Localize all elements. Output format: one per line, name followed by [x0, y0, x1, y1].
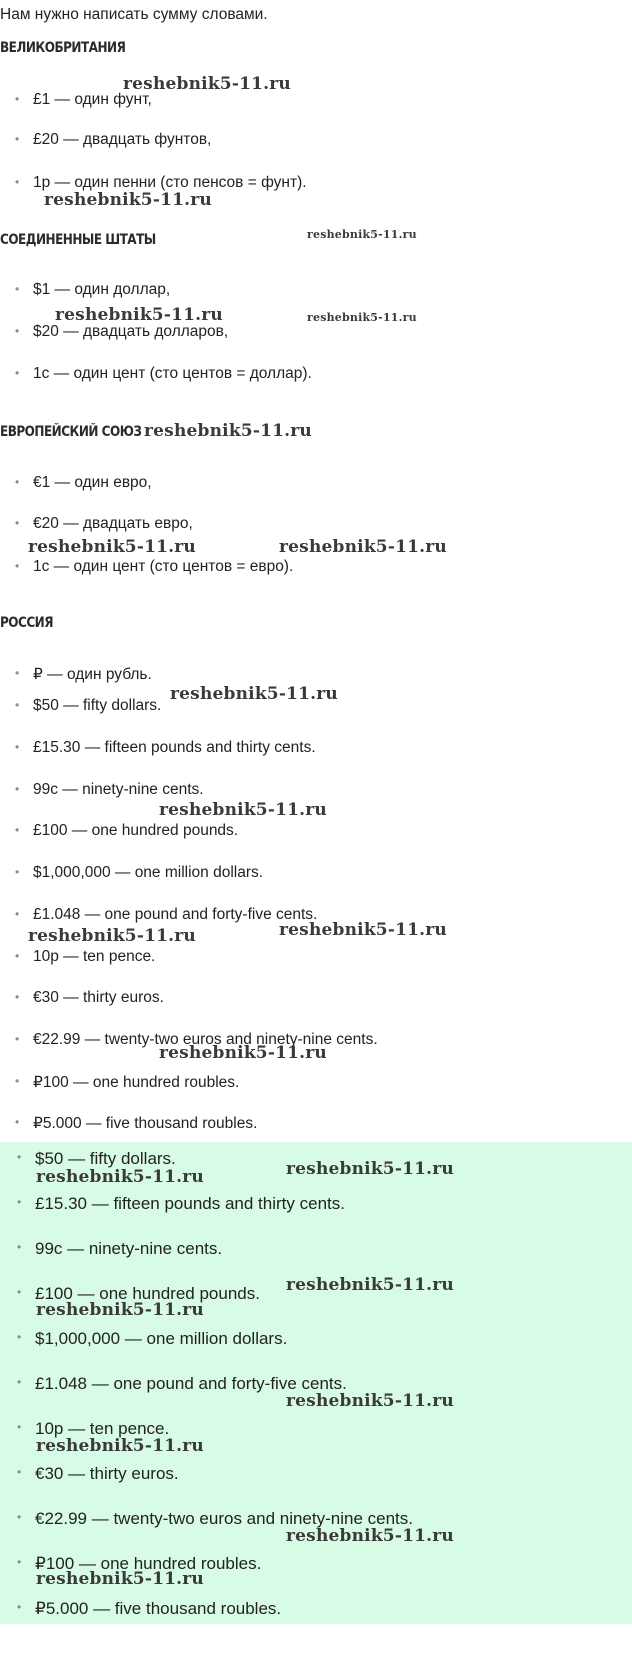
heading-russia: РОССИЯ — [0, 615, 53, 631]
list-item: • $20 — двадцать долларов, — [33, 323, 228, 341]
watermark: reshebnik5-11.ru — [123, 74, 291, 94]
highlight-item: • 10p — ten pence. — [35, 1419, 169, 1439]
highlight-item: • £15.30 — fifteen pounds and thirty cents. — [35, 1194, 345, 1214]
list-item: • €20 — двадцать евро, — [33, 515, 193, 533]
list-item: • €1 — один евро, — [33, 474, 152, 492]
watermark: reshebnik5-11.ru — [55, 305, 223, 325]
watermark: reshebnik5-11.ru — [144, 421, 312, 441]
list-item: • $1,000,000 — one million dollars. — [33, 864, 263, 882]
watermark: reshebnik5-11.ru — [286, 1526, 454, 1546]
watermark: reshebnik5-11.ru — [36, 1569, 204, 1589]
highlight-item: • £1.048 — one pound and forty-five cents. — [35, 1374, 347, 1394]
watermark: reshebnik5-11.ru — [307, 311, 417, 324]
highlight-item: • £100 — one hundred pounds. — [35, 1284, 260, 1304]
list-item: • £20 — двадцать фунтов, — [33, 131, 211, 149]
heading-us: СОЕДИНЕННЫЕ ШТАТЫ — [0, 232, 156, 248]
list-item: • 10p — ten pence. — [33, 948, 155, 966]
watermark: reshebnik5-11.ru — [28, 537, 196, 557]
intro-text: Нам нужно написать сумму словами. — [0, 6, 268, 23]
watermark: reshebnik5-11.ru — [279, 537, 447, 557]
watermark: reshebnik5-11.ru — [279, 920, 447, 940]
list-item: • 1p — один пенни (сто пенсов = фунт). — [33, 174, 307, 192]
list-item: • £100 — one hundred pounds. — [33, 822, 238, 840]
list-item: • €30 — thirty euros. — [33, 989, 164, 1007]
highlight-item: • $1,000,000 — one million dollars. — [35, 1329, 287, 1349]
list-item: • €22.99 — twenty-two euros and ninety-nine cents. — [33, 1031, 378, 1049]
list-item: • £1.048 — one pound and forty-five cents. — [33, 906, 317, 924]
watermark: reshebnik5-11.ru — [28, 926, 196, 946]
list-item: • £15.30 — fifteen pounds and thirty cents. — [33, 739, 316, 757]
watermark: reshebnik5-11.ru — [36, 1167, 204, 1187]
watermark: reshebnik5-11.ru — [170, 684, 338, 704]
highlight-item: • ₽5.000 — five thousand roubles. — [35, 1599, 281, 1619]
list-item: • 1c — один цент (сто центов = евро). — [33, 558, 293, 576]
list-item: • ₽5.000 — five thousand roubles. — [33, 1114, 257, 1133]
watermark: reshebnik5-11.ru — [286, 1275, 454, 1295]
highlight-item: • €22.99 — twenty-two euros and ninety-nine cents. — [35, 1509, 413, 1529]
watermark: reshebnik5-11.ru — [286, 1159, 454, 1179]
watermark: reshebnik5-11.ru — [307, 228, 417, 241]
watermark: reshebnik5-11.ru — [159, 800, 327, 820]
heading-uk: ВЕЛИКОБРИТАНИЯ — [0, 40, 126, 56]
list-item: • ₽ — один рубль. — [33, 665, 152, 684]
watermark: reshebnik5-11.ru — [286, 1391, 454, 1411]
list-item: • $50 — fifty dollars. — [33, 697, 161, 715]
highlight-item: • ₽100 — one hundred roubles. — [35, 1554, 261, 1574]
watermark: reshebnik5-11.ru — [159, 1043, 327, 1063]
watermark: reshebnik5-11.ru — [36, 1436, 204, 1456]
watermark: reshebnik5-11.ru — [36, 1300, 204, 1320]
highlight-item: • €30 — thirty euros. — [35, 1464, 179, 1484]
list-item: • 99c — ninety-nine cents. — [33, 781, 204, 799]
list-item: • 1c — один цент (сто центов = доллар). — [33, 365, 312, 383]
list-item: • $1 — один доллар, — [33, 281, 170, 299]
highlight-item: • 99c — ninety-nine cents. — [35, 1239, 222, 1259]
highlight-item: • $50 — fifty dollars. — [35, 1149, 176, 1169]
list-item: • ₽100 — one hundred roubles. — [33, 1073, 239, 1092]
watermark: reshebnik5-11.ru — [44, 190, 212, 210]
list-item: • £1 — один фунт, — [33, 91, 152, 109]
heading-eu: ЕВРОПЕЙСКИЙ СОЮЗ — [0, 424, 142, 440]
